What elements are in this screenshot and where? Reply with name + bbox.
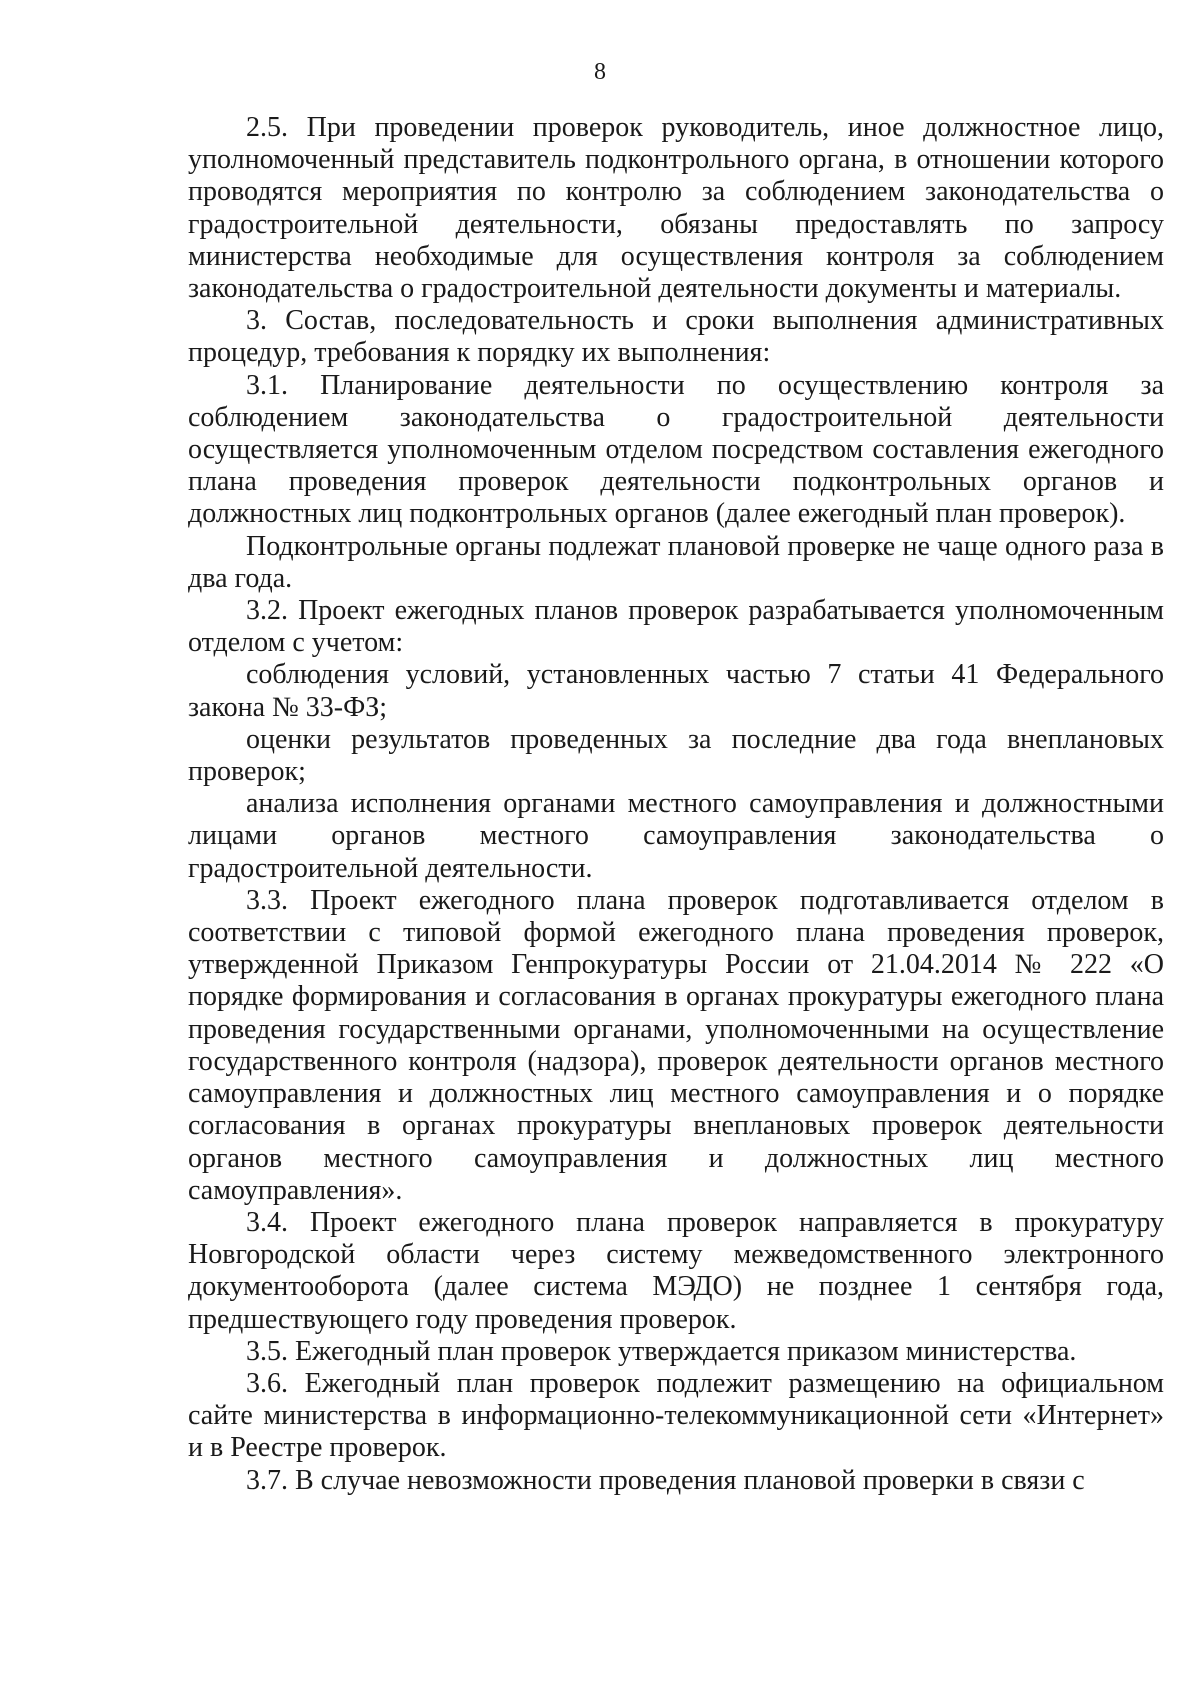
paragraph-3-4: 3.4. Проект ежегодного плана проверок направляется в прокуратуру Новгородской области через систему межведомственного электронного документооборота (далее система МЭДО) не позднее 1 сентября года, предшествующего году проведения проверок. [188,1206,1164,1335]
paragraph-3: 3. Состав, последовательность и сроки выполнения административных процедур, требования к порядку их выполнения: [188,305,1164,369]
list-item-analysis: анализа исполнения органами местного самоуправления и должностными лицами органов местного самоуправления законодательства о градостроительной деятельности. [188,788,1164,884]
paragraph-3-6: 3.6. Ежегодный план проверок подлежит размещению на официальном сайте министерства в информационно-телекоммуникационной сети «Интернет» и в Реестре проверок. [188,1367,1164,1464]
page-number: 8 [594,59,606,85]
paragraph-2-5: 2.5. При проведении проверок руководитель, иное должностное лицо, уполномоченный представитель подконтрольного органа, в отношении которого проводятся мероприятия по контролю за соблюдением законодательства о градостроительной деятельности, обязаны предоставлять по запросу министерства необходимые для осуществления контроля за соблюдением законодательства о градостроительной деятельности документы и материалы. [188,112,1164,305]
paragraph-3-5: 3.5. Ежегодный план проверок утверждается приказом министерства. [246,1335,1077,1367]
paragraph-3-3: 3.3. Проект ежегодного плана проверок подготавливается отделом в соответствии с типовой формой ежегодного плана проведения проверок, утвержденной Приказом Генпрокуратуры России от 21.04.2014 № 222 «О порядке формирования и согласования в органах прокуратуры ежегодного плана проведения государственными органами, уполномоченными на осуществление государственного контроля (надзора), проверок деятельности органов местного самоуправления и должностных лиц местного самоуправления и о порядке согласования в органах прокуратуры внеплановых проверок деятельности органов местного самоуправления и должностных лиц местного самоуправления». [188,884,1164,1206]
paragraph-3-2: 3.2. Проект ежегодных планов проверок разрабатывается уполномоченным отделом с учетом: [188,595,1164,659]
list-item-evaluation: оценки результатов проведенных за последние два года внеплановых проверок; [188,723,1164,788]
list-item-conditions: соблюдения условий, установленных частью 7 статьи 41 Федерального закона № 33-ФЗ; [188,659,1164,723]
paragraph-3-1: 3.1. Планирование деятельности по осуществлению контроля за соблюдением законодательства о градостроительной деятельности осуществляется уполномоченным отделом посредством составления ежегодного плана проведения проверок деятельности подконтрольных органов и должностных лиц подконтрольных органов (далее ежегодный план проверок). [188,369,1164,530]
paragraph-plan-frequency: Подконтрольные органы подлежат плановой проверке не чаще одного раза в два года. [188,530,1164,594]
document-body [188,112,1164,1497]
paragraph-3-7: 3.7. В случае невозможности проведения плановой проверки в связи с [246,1464,1085,1496]
